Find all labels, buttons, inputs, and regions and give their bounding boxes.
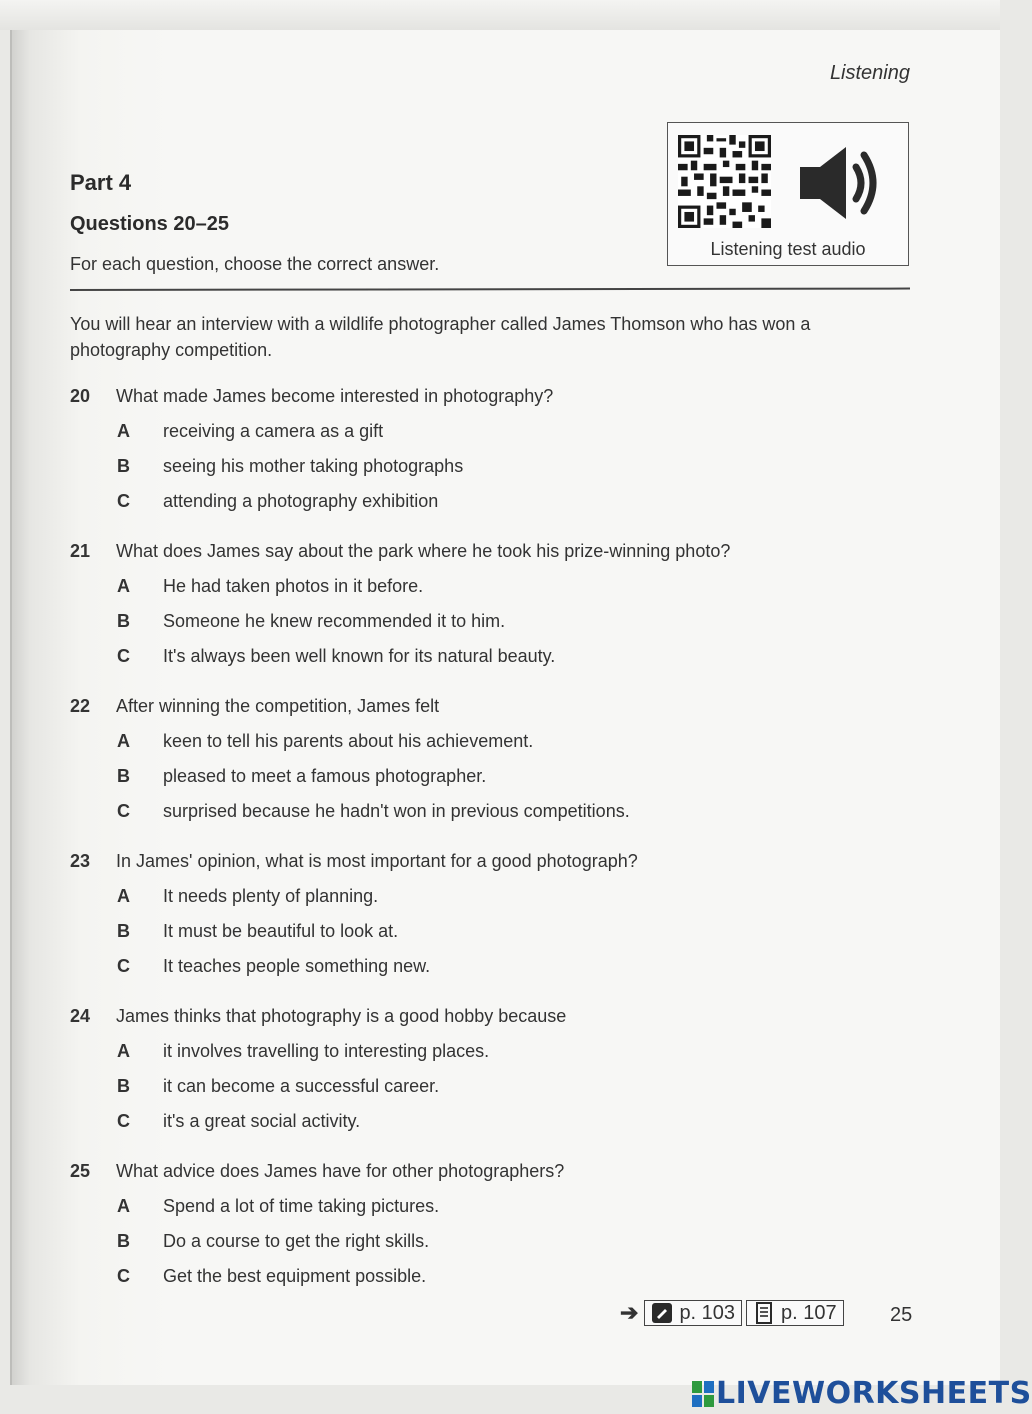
question-23 bbox=[70, 851, 920, 991]
option-letter: C bbox=[117, 1111, 130, 1131]
option-text: surprised because he hadn't won in previous competitions. bbox=[163, 801, 630, 821]
question-number: 20 bbox=[70, 386, 91, 406]
option-letter: C bbox=[117, 1266, 130, 1286]
option-b[interactable] bbox=[70, 921, 920, 956]
instruction-text: For each question, choose the correct answer. bbox=[70, 254, 440, 274]
option-c[interactable] bbox=[70, 646, 920, 681]
option-text: Someone he knew recommended it to him. bbox=[163, 611, 506, 631]
option-c[interactable] bbox=[70, 1266, 920, 1301]
option-c[interactable] bbox=[70, 491, 920, 526]
tip-icon bbox=[651, 1302, 673, 1324]
option-letter: A bbox=[117, 576, 130, 596]
intro-line: You will hear an interview with a wildlife photographer called James Thomson who has won a bbox=[70, 314, 811, 334]
option-c[interactable] bbox=[70, 956, 920, 991]
option-text: Spend a lot of time taking pictures. bbox=[163, 1196, 440, 1216]
option-a[interactable] bbox=[70, 576, 920, 611]
option-text: seeing his mother taking photographs bbox=[163, 456, 464, 476]
option-c[interactable] bbox=[70, 801, 920, 836]
option-b[interactable] bbox=[70, 766, 920, 801]
question-number: 23 bbox=[70, 851, 91, 871]
option-letter: B bbox=[117, 456, 130, 476]
option-b[interactable] bbox=[70, 611, 920, 646]
option-text: it involves travelling to interesting places. bbox=[163, 1041, 490, 1061]
reference-page: p. 103 bbox=[679, 1301, 736, 1324]
question-number: 25 bbox=[70, 1161, 91, 1181]
option-letter: C bbox=[117, 956, 130, 976]
option-letter: C bbox=[117, 491, 130, 511]
option-a[interactable] bbox=[70, 731, 920, 766]
option-letter: A bbox=[117, 421, 130, 441]
option-text: Do a course to get the right skills. bbox=[163, 1231, 430, 1251]
page-references bbox=[620, 1300, 848, 1326]
question-text: What does James say about the park where he took his prize-winning photo? bbox=[116, 541, 731, 561]
questions-range: Questions 20–25 bbox=[70, 213, 229, 235]
option-text: Get the best equipment possible. bbox=[163, 1266, 427, 1286]
option-letter: C bbox=[117, 646, 130, 666]
option-letter: A bbox=[117, 731, 130, 751]
question-number: 21 bbox=[70, 541, 91, 561]
qr-code-icon bbox=[678, 135, 771, 228]
question-text: What made James become interested in photography? bbox=[116, 386, 554, 406]
option-letter: B bbox=[117, 766, 130, 786]
intro-line: photography competition. bbox=[70, 340, 273, 360]
question-20 bbox=[70, 386, 920, 526]
liveworksheets-logo-icon bbox=[692, 1381, 714, 1407]
speaker-icon bbox=[798, 143, 882, 223]
question-21 bbox=[70, 541, 920, 681]
option-b[interactable] bbox=[70, 1076, 920, 1111]
question-text: After winning the competition, James felt bbox=[116, 696, 440, 716]
option-letter: A bbox=[117, 886, 130, 906]
option-text: it can become a successful career. bbox=[163, 1076, 440, 1096]
option-a[interactable] bbox=[70, 886, 920, 921]
option-text: receiving a camera as a gift bbox=[163, 421, 384, 441]
option-letter: B bbox=[117, 1076, 130, 1096]
option-c[interactable] bbox=[70, 1111, 920, 1146]
question-text: James thinks that photography is a good hobby because bbox=[116, 1006, 567, 1026]
option-a[interactable] bbox=[70, 421, 920, 456]
option-text: He had taken photos in it before. bbox=[163, 576, 424, 596]
scan-top-band bbox=[0, 0, 1000, 30]
question-22 bbox=[70, 696, 920, 836]
arrow-right-icon: ➔ bbox=[620, 1300, 639, 1325]
document-icon bbox=[753, 1302, 775, 1324]
option-text: It needs plenty of planning. bbox=[163, 886, 379, 906]
reference-box-tips[interactable] bbox=[644, 1300, 742, 1326]
question-text: In James' opinion, what is most important for a good photograph? bbox=[116, 851, 638, 871]
part-title: Part 4 bbox=[70, 170, 132, 195]
audio-box[interactable] bbox=[667, 122, 909, 266]
option-b[interactable] bbox=[70, 456, 920, 491]
question-25 bbox=[70, 1161, 920, 1301]
option-text: attending a photography exhibition bbox=[163, 491, 439, 511]
option-text: It teaches people something new. bbox=[163, 956, 431, 976]
option-text: it's a great social activity. bbox=[163, 1111, 361, 1131]
question-24 bbox=[70, 1006, 920, 1146]
section-label: Listening bbox=[829, 62, 910, 84]
option-text: It must be beautiful to look at. bbox=[163, 921, 399, 941]
brand-watermark bbox=[692, 1376, 1032, 1411]
option-letter: B bbox=[117, 1231, 130, 1251]
option-letter: A bbox=[117, 1041, 130, 1061]
option-text: keen to tell his parents about his achievement. bbox=[163, 731, 534, 751]
intro-text bbox=[70, 311, 910, 363]
option-a[interactable] bbox=[70, 1041, 920, 1076]
reference-box-script[interactable] bbox=[746, 1300, 844, 1326]
question-text: What advice does James have for other photographers? bbox=[116, 1161, 565, 1181]
option-letter: B bbox=[117, 611, 130, 631]
option-b[interactable] bbox=[70, 1231, 920, 1266]
question-number: 22 bbox=[70, 696, 91, 716]
option-a[interactable] bbox=[70, 1196, 920, 1231]
option-letter: A bbox=[117, 1196, 130, 1216]
page-number: 25 bbox=[890, 1304, 913, 1326]
option-text: It's always been well known for its natural beauty. bbox=[163, 646, 556, 666]
option-text: pleased to meet a famous photographer. bbox=[163, 766, 487, 786]
brand-name: LIVEWORKSHEETS bbox=[716, 1376, 1032, 1411]
question-number: 24 bbox=[70, 1006, 91, 1026]
option-letter: C bbox=[117, 801, 130, 821]
audio-caption: Listening test audio bbox=[710, 239, 866, 259]
option-letter: B bbox=[117, 921, 130, 941]
reference-page: p. 107 bbox=[781, 1301, 837, 1324]
